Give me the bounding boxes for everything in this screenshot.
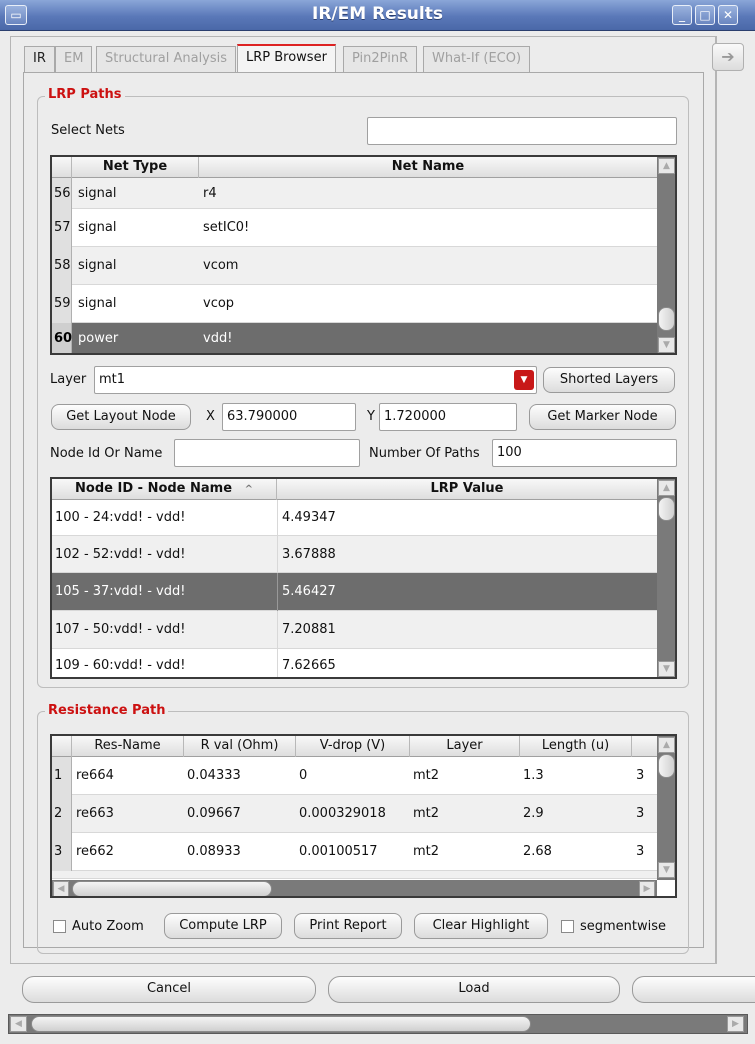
select-nets-input[interactable]	[367, 117, 677, 145]
row-number: 56	[52, 178, 72, 209]
scroll-right-icon[interactable]: ▶	[727, 1016, 744, 1032]
node-cell: 105 - 37:vdd! - vdd!	[55, 584, 186, 599]
node-id-name-header-label: Node ID - Node Name	[75, 481, 233, 496]
lrp-value-cell: 3.67888	[277, 536, 336, 573]
res-name-cell: re662	[76, 844, 114, 859]
table-row[interactable]	[52, 500, 657, 536]
node-id-name-header[interactable]	[52, 479, 277, 500]
minimize-icon[interactable]: _	[672, 5, 692, 25]
hscroll-thumb[interactable]	[72, 881, 272, 897]
lrp-value-cell: 4.49347	[277, 500, 336, 536]
y-coordinate-input[interactable]: 1.720000	[379, 403, 517, 431]
r-val-cell: 0.08933	[187, 844, 241, 859]
tab-what-if-eco[interactable]: What-If (ECO)	[423, 46, 530, 72]
net-type-cell: power	[78, 331, 119, 346]
auto-zoom-label: Auto Zoom	[72, 919, 144, 934]
row-number: 2	[52, 795, 72, 833]
row-number: 57	[52, 209, 72, 247]
net-table-header	[52, 157, 657, 178]
tab-structural-analysis[interactable]: Structural Analysis	[96, 46, 236, 72]
r-val-cell: 0.09667	[187, 806, 241, 821]
scroll-up-icon[interactable]: ▲	[658, 480, 675, 496]
scroll-down-icon[interactable]: ▼	[658, 862, 675, 878]
r-val-cell: 0.04333	[187, 768, 241, 783]
table-row[interactable]	[52, 757, 657, 795]
table-row[interactable]	[52, 649, 657, 679]
segmentwise-checkbox[interactable]	[561, 920, 574, 933]
print-report-button[interactable]: Print Report	[294, 913, 402, 939]
node-cell: 102 - 52:vdd! - vdd!	[55, 547, 186, 562]
v-drop-cell: 0.00100517	[299, 844, 378, 859]
lrp-paths-title: LRP Paths	[45, 87, 125, 102]
length-cell: 2.9	[523, 806, 544, 821]
node-cell: 100 - 24:vdd! - vdd!	[55, 510, 186, 525]
scroll-up-icon[interactable]: ▲	[658, 158, 675, 174]
net-type-cell: signal	[78, 296, 117, 311]
table-row[interactable]	[52, 247, 657, 285]
node-lrp-table	[50, 477, 677, 679]
table-row[interactable]	[52, 833, 657, 871]
net-name-cell: setIC0!	[203, 220, 250, 235]
scroll-tabs-right-icon[interactable]: ➔	[712, 43, 744, 71]
auto-zoom-checkbox[interactable]	[53, 920, 66, 933]
table-row[interactable]	[52, 536, 657, 573]
clear-highlight-button[interactable]: Clear Highlight	[414, 913, 548, 939]
table-row[interactable]	[52, 285, 657, 323]
scroll-left-icon[interactable]: ◀	[10, 1016, 27, 1032]
dropdown-arrow-icon[interactable]: ▼	[514, 370, 534, 390]
extra-cell: 3	[636, 844, 645, 859]
resistance-table	[50, 734, 677, 898]
layer-select-value: mt1	[99, 372, 126, 387]
net-table-vscrollbar[interactable]	[657, 157, 676, 355]
scroll-down-icon[interactable]: ▼	[658, 337, 675, 353]
lrp-value-header[interactable]: LRP Value	[430, 481, 504, 496]
number-of-paths-label: Number Of Paths	[369, 446, 480, 461]
tab-pin2pinr[interactable]: Pin2PinR	[343, 46, 417, 72]
close-icon[interactable]: ✕	[718, 5, 738, 25]
table-row-selected[interactable]	[52, 323, 657, 355]
row-number: 59	[52, 285, 72, 323]
v-drop-header[interactable]: V-drop (V)	[296, 736, 410, 757]
row-number: 3	[52, 833, 72, 871]
length-header[interactable]: Length (u)	[520, 736, 632, 757]
shorted-layers-button[interactable]: Shorted Layers	[543, 367, 675, 393]
row-number-header	[52, 157, 72, 178]
table-row[interactable]	[52, 611, 657, 649]
layer-select[interactable]	[94, 366, 537, 394]
lrp-value-cell: 5.46427	[277, 573, 336, 611]
resistance-table-hscrollbar[interactable]	[52, 880, 657, 898]
layer-cell: mt2	[413, 806, 440, 821]
scroll-thumb[interactable]	[658, 754, 675, 778]
sort-ascending-icon: ^	[244, 484, 253, 495]
node-cell: 109 - 60:vdd! - vdd!	[55, 658, 186, 673]
net-name-cell: vcop	[203, 296, 235, 311]
net-type-cell: signal	[78, 220, 117, 235]
net-table	[50, 155, 677, 355]
table-row-partial	[52, 871, 657, 879]
get-layout-node-button[interactable]: Get Layout Node	[51, 404, 191, 430]
hscroll-thumb[interactable]	[31, 1016, 531, 1032]
get-marker-node-button[interactable]: Get Marker Node	[529, 404, 676, 430]
net-name-header[interactable]: Net Name	[391, 159, 465, 174]
net-name-cell: vdd!	[203, 331, 233, 346]
table-row-selected[interactable]	[52, 573, 657, 611]
table-row[interactable]	[52, 178, 657, 209]
layer-cell: mt2	[413, 844, 440, 859]
extra-footer-button[interactable]	[632, 976, 755, 1003]
extra-cell: 3	[636, 768, 645, 783]
node-table-header	[52, 479, 657, 500]
right-panel	[716, 36, 752, 964]
row-number: 58	[52, 247, 72, 285]
y-label: Y	[367, 409, 375, 424]
segmentwise-label: segmentwise	[580, 919, 667, 934]
node-table-vscrollbar[interactable]	[657, 479, 676, 679]
scroll-up-icon[interactable]: ▲	[658, 737, 675, 753]
length-cell: 1.3	[523, 768, 544, 783]
scroll-thumb[interactable]	[658, 307, 675, 331]
number-of-paths-input[interactable]: 100	[492, 439, 677, 467]
node-id-input[interactable]	[174, 439, 360, 467]
resistance-table-header	[52, 736, 657, 757]
title-bar	[0, 0, 755, 31]
select-nets-label: Select Nets	[51, 123, 125, 138]
v-drop-cell: 0.000329018	[299, 806, 386, 821]
res-name-cell: re664	[76, 768, 114, 783]
scroll-left-icon[interactable]: ◀	[53, 881, 69, 897]
r-val-header[interactable]: R val (Ohm)	[184, 736, 296, 757]
resistance-path-title: Resistance Path	[45, 703, 168, 718]
extra-column-header[interactable]	[632, 736, 657, 757]
window-menu-icon[interactable]: ▭	[5, 5, 27, 25]
v-drop-cell: 0	[299, 768, 308, 783]
node-id-label: Node Id Or Name	[50, 446, 163, 461]
layer-cell: mt2	[413, 768, 440, 783]
tab-em[interactable]: EM	[55, 46, 92, 72]
scroll-right-icon[interactable]: ▶	[639, 881, 655, 897]
maximize-icon[interactable]: □	[695, 5, 715, 25]
window-hscrollbar[interactable]	[8, 1014, 748, 1034]
x-coordinate-input[interactable]: 63.790000	[222, 403, 356, 431]
lrp-value-cell: 7.62665	[277, 649, 336, 679]
table-row[interactable]	[52, 795, 657, 833]
resistance-table-vscrollbar[interactable]	[657, 736, 676, 880]
scroll-down-icon[interactable]: ▼	[658, 661, 675, 677]
scroll-thumb[interactable]	[658, 497, 675, 521]
cancel-button[interactable]: Cancel	[22, 976, 316, 1003]
net-type-cell: signal	[78, 186, 117, 201]
res-name-cell: re663	[76, 806, 114, 821]
lrp-value-cell: 7.20881	[277, 611, 336, 649]
compute-lrp-button[interactable]: Compute LRP	[164, 913, 282, 939]
net-name-cell: vcom	[203, 258, 239, 273]
length-cell: 2.68	[523, 844, 552, 859]
x-label: X	[206, 409, 215, 424]
extra-cell: 3	[636, 806, 645, 821]
tab-lrp-browser[interactable]: LRP Browser	[237, 44, 336, 73]
net-type-cell: signal	[78, 258, 117, 273]
tab-ir[interactable]: IR	[24, 46, 55, 72]
res-name-header[interactable]: Res-Name	[72, 736, 184, 757]
layer-label: Layer	[50, 372, 87, 387]
load-button[interactable]: Load	[328, 976, 620, 1003]
row-number: 60	[52, 323, 72, 355]
window-title: IR/EM Results	[312, 4, 443, 24]
net-type-header[interactable]: Net Type	[72, 157, 199, 178]
layer-header[interactable]: Layer	[410, 736, 520, 757]
row-number: 1	[52, 757, 72, 795]
table-row[interactable]	[52, 209, 657, 247]
node-cell: 107 - 50:vdd! - vdd!	[55, 622, 186, 637]
row-number-header	[52, 736, 72, 757]
net-name-cell: r4	[203, 186, 217, 201]
